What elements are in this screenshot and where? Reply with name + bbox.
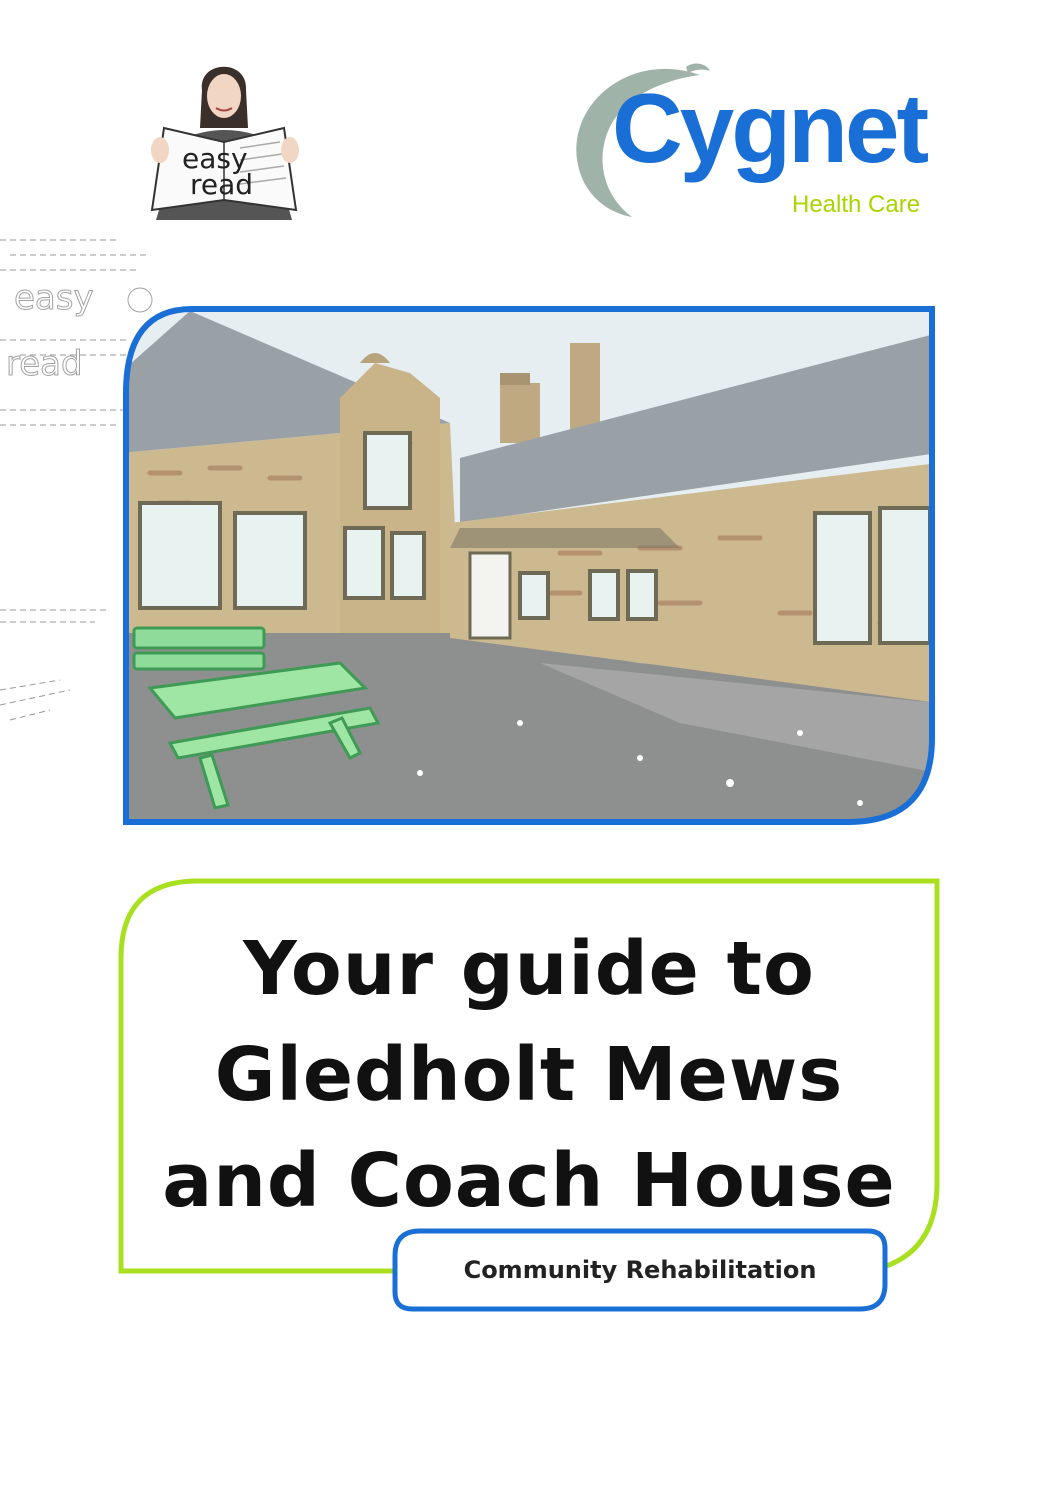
page-title — [118, 916, 940, 1234]
brand-name: Cygnet — [612, 73, 927, 183]
easy-read-word-read: read — [190, 168, 254, 201]
easy-read-reader-illustration — [120, 50, 330, 230]
ghost-text-line2: read — [6, 344, 83, 384]
title-line-2: Gledholt Mews — [214, 1032, 844, 1118]
easy-read-logo — [120, 50, 330, 230]
subtitle-box — [392, 1228, 888, 1312]
title-card — [118, 878, 940, 1274]
easy-read-word-easy: easy — [182, 142, 248, 175]
title-line-3: and Coach House — [162, 1138, 896, 1224]
ghost-text-line1: easy — [14, 278, 94, 318]
title-line-1: Your guide to — [243, 926, 815, 1012]
brand-tagline: Health Care — [792, 191, 921, 218]
cygnet-logo — [560, 55, 950, 225]
subtitle: Community Rehabilitation — [463, 1256, 817, 1284]
courtyard-illustration — [120, 303, 938, 828]
